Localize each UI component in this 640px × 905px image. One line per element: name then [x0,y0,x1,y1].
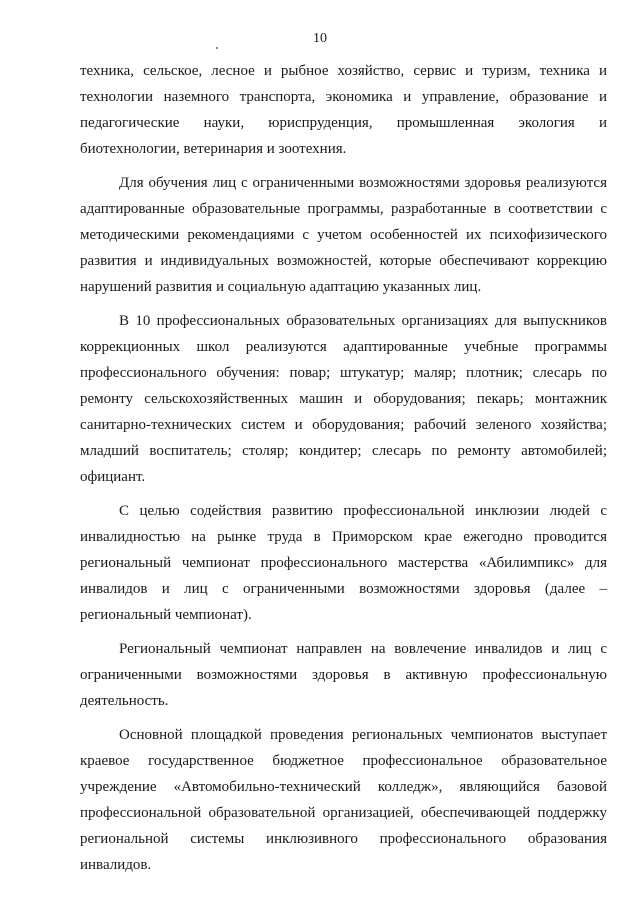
document-body [80,58,607,878]
paragraph-championship-goal: Региональный чемпионат направлен на вовлечение инвалидов и лиц с ограниченными возможностями здоровья в активную профессиональную деятельность. [80,641,607,709]
paragraph-continuation: техника, сельское, лесное и рыбное хозяйство, сервис и туризм, техника и технологии наземного транспорта, экономика и управление, образование и педагогические науки, юриспруденция, промышленная экология и биотехнологии, ветеринария и зоотехния. [80,63,607,157]
paragraph-vocational-training: В 10 профессиональных образовательных организациях для выпускников коррекционных школ реализуются адаптированные учебные программы профессионального обучения: повар; штукатур; маляр; плотник; слесарь по ремонту сельскохозяйственных машин и оборудования; пекарь; монтажник санитарно-технических систем и оборудования; рабочий зеленого хозяйства; младший воспитатель; столяр; кондитер; слесарь по ремонту автомобилей; официант. [80,313,607,485]
paragraph-abilympics: С целью содействия развитию профессиональной инклюзии людей с инвалидностью на рынке труда в Приморском крае ежегодно проводится региональный чемпионат профессионального мастерства «Абилимпикс» для инвалидов и лиц с ограниченными возможностями здоровья (далее – региональный чемпионат). [80,503,607,623]
paragraph-adapted-programs: Для обучения лиц с ограниченными возможностями здоровья реализуются адаптированные образовательные программы, разработанные в соответствии с методическими рекомендациями с учетом особенностей их психофизического развития и индивидуальных возможностей, которые обеспечивают коррекцию нарушений развития и социальную адаптацию указанных лиц. [80,175,607,295]
paragraph-main-venue: Основной площадкой проведения региональных чемпионатов выступает краевое государственное бюджетное профессиональное образовательное учреждение «Автомобильно-технический колледж», являющийся базовой профессиональной образовательной организацией, обеспечивающей поддержку региональной системы инклюзивного профессионального образования инвалидов. [80,727,607,873]
page-number: 10 [313,31,327,46]
scan-dot-mark [216,47,218,49]
